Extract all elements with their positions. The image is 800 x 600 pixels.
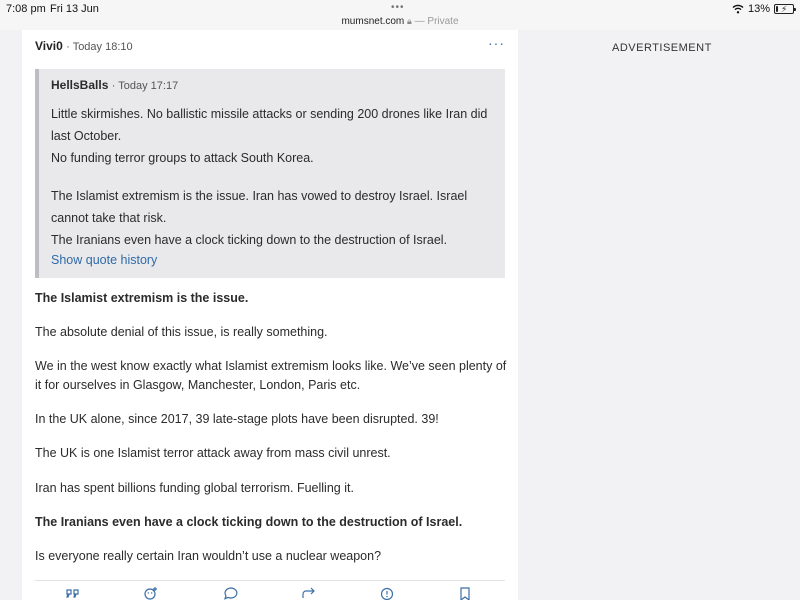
private-mode-label: — Private	[414, 16, 459, 27]
forum-post	[22, 30, 518, 600]
more-options-icon[interactable]: ···	[488, 35, 505, 51]
post-text: The Iranians even have a clock ticking down to the destruction of Israel.	[35, 515, 463, 529]
post-time-text: Today 18:10	[72, 41, 133, 53]
post-paragraph	[35, 513, 509, 532]
quote-text: The Islamist extremism is the issue. Iran has vowed to destroy Israel. Israel cannot take that risk. The Iranians even have a clock ticking down to the destruction of Israel.	[51, 189, 468, 247]
lock-icon: 🔒︎	[407, 16, 412, 26]
post-paragraph	[35, 357, 509, 395]
post-author[interactable]: Vivi0	[35, 39, 63, 53]
share-icon[interactable]	[301, 586, 317, 600]
quote-paragraph	[51, 185, 493, 251]
post-text: We in the west know exactly what Islamist extremism looks like. We’ve seen plenty of it for ourselves in Glasgow, Manchester, London, Paris etc.	[35, 359, 507, 392]
actions-divider	[35, 580, 505, 581]
address-bar[interactable]	[0, 16, 800, 27]
post-header	[35, 39, 133, 53]
battery-charging-icon: ⚡︎	[774, 4, 794, 14]
post-text: The Islamist extremism is the issue.	[35, 291, 249, 305]
post-paragraph	[35, 323, 509, 342]
post-actions	[35, 586, 505, 600]
browser-status-bar	[0, 0, 800, 30]
add-reaction-icon[interactable]	[143, 586, 159, 600]
quote-timestamp: · Today 17:17	[111, 80, 179, 92]
address-url: mumsnet.com	[341, 16, 405, 27]
report-icon[interactable]	[379, 586, 395, 600]
quote-author[interactable]: HellsBalls	[51, 78, 109, 92]
post-text: Is everyone really certain Iran wouldn’t use a nuclear weapon?	[35, 549, 382, 563]
post-text: Iran has spent billions funding global terrorism. Fuelling it.	[35, 481, 354, 495]
status-date: Fri 13 Jun	[50, 3, 99, 15]
post-paragraph	[35, 410, 509, 429]
wifi-icon	[732, 4, 744, 14]
quote-header	[51, 78, 493, 92]
post-text: In the UK alone, since 2017, 39 late-stage plots have been disrupted. 39!	[35, 412, 439, 426]
advertisement-label: ADVERTISEMENT	[612, 42, 712, 54]
post-paragraph	[35, 547, 509, 566]
status-time: 7:08 pm	[6, 3, 46, 15]
bookmark-icon[interactable]	[457, 586, 473, 600]
reply-icon[interactable]	[223, 586, 239, 600]
show-quote-history-link[interactable]: Show quote history	[51, 253, 158, 267]
quote-paragraph	[51, 103, 493, 169]
tab-handle-icon[interactable]: •••	[391, 2, 405, 13]
post-text: The absolute denial of this issue, is really something.	[35, 325, 328, 339]
post-paragraph	[35, 479, 509, 498]
post-timestamp: · Today 18:10	[66, 41, 133, 53]
quote-block	[35, 69, 505, 278]
post-paragraph	[35, 289, 509, 308]
quote-text: Little skirmishes. No ballistic missile attacks or sending 200 drones like Iran did last October. No funding terror groups to attack South Korea.	[51, 107, 488, 165]
post-text: The UK is one Islamist terror attack away from mass civil unrest.	[35, 446, 391, 460]
quote-icon[interactable]	[65, 586, 81, 600]
quote-time-text: Today 17:17	[118, 80, 179, 92]
battery-percent: 13%	[747, 3, 770, 15]
post-paragraph	[35, 444, 509, 463]
